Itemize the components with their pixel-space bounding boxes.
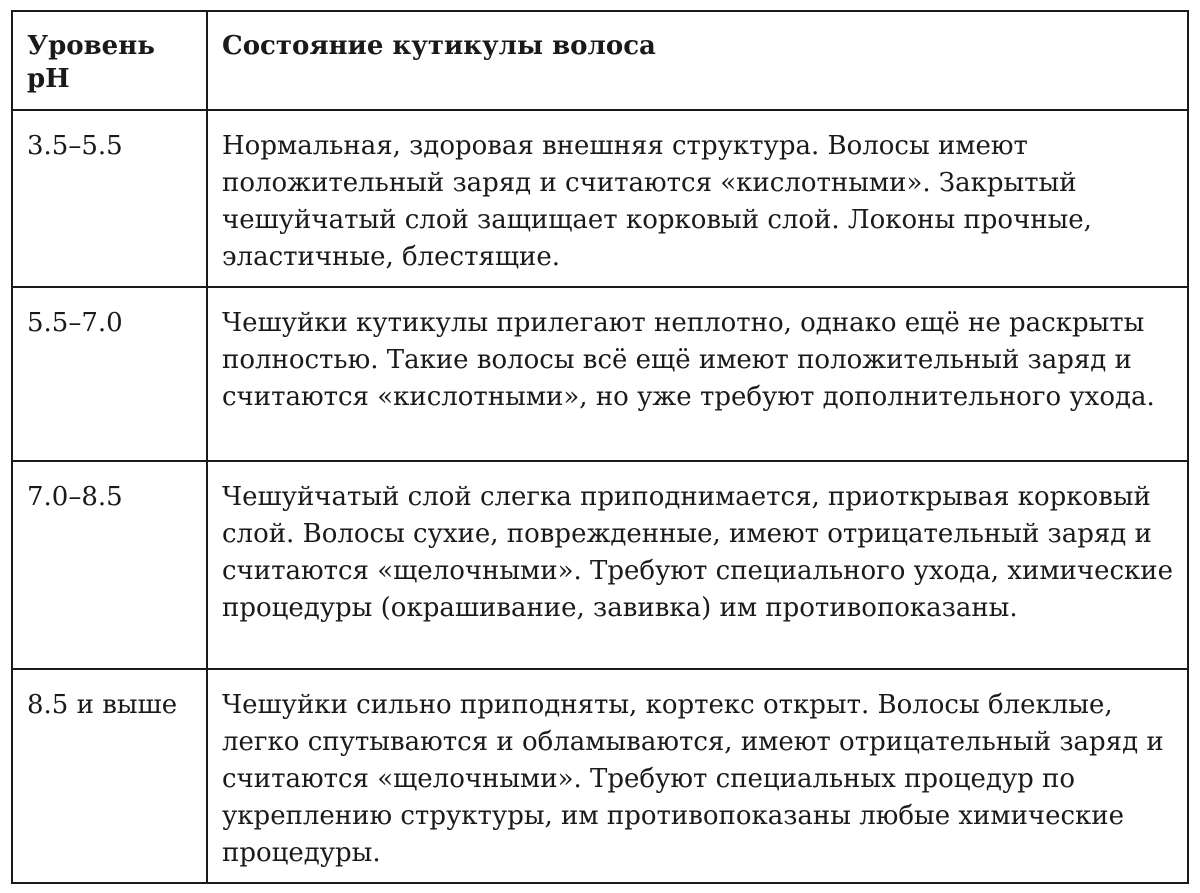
ph-cell [12,669,207,883]
ph-cell [12,287,207,461]
header-state-label: Состояние кутикулы волоса [222,31,656,61]
header-ph-cell [12,11,207,110]
table-row [12,669,1188,883]
header-ph-label: Уровень pH [27,31,155,94]
state-cell [207,287,1188,461]
state-text: Чешуйчатый слой слегка приподнимается, приоткрывая корковый слой. Волосы сухие, поврежденные, имеют отрицательный заряд и считаются «щелочными». Требуют специального ухода, химические процедуры (окрашивание, завивка) им противопоказаны. [222,482,1173,623]
table-row [12,287,1188,461]
table-header-row [12,11,1188,110]
ph-cuticle-table [11,10,1189,884]
ph-value: 3.5–5.5 [27,131,123,161]
state-cell [207,110,1188,287]
ph-value: 8.5 и выше [27,690,178,720]
state-cell [207,669,1188,883]
state-cell [207,461,1188,669]
state-text: Чешуйки кутикулы прилегают неплотно, однако ещё не раскрыты полностью. Такие волосы всё ещё имеют положительный заряд и считаются «кислотными», но уже требуют дополнительного ухода. [222,308,1155,412]
state-text: Нормальная, здоровая внешняя структура. Волосы имеют положительный заряд и считаются «кислотными». Закрытый чешуйчатый слой защищает корковый слой. Локоны прочные, эластичные, блестящие. [222,131,1092,272]
table-row [12,461,1188,669]
state-text: Чешуйки сильно приподняты, кортекс открыт. Волосы блеклые, легко спутываются и обламываются, имеют отрицательный заряд и считаются «щелочными». Требуют специальных процедур по укреплению структуры, им противопоказаны любые химические процедуры. [222,690,1164,868]
ph-cell [12,110,207,287]
header-state-cell [207,11,1188,110]
ph-cell [12,461,207,669]
ph-value: 7.0–8.5 [27,482,123,512]
table-row [12,110,1188,287]
ph-value: 5.5–7.0 [27,308,123,338]
